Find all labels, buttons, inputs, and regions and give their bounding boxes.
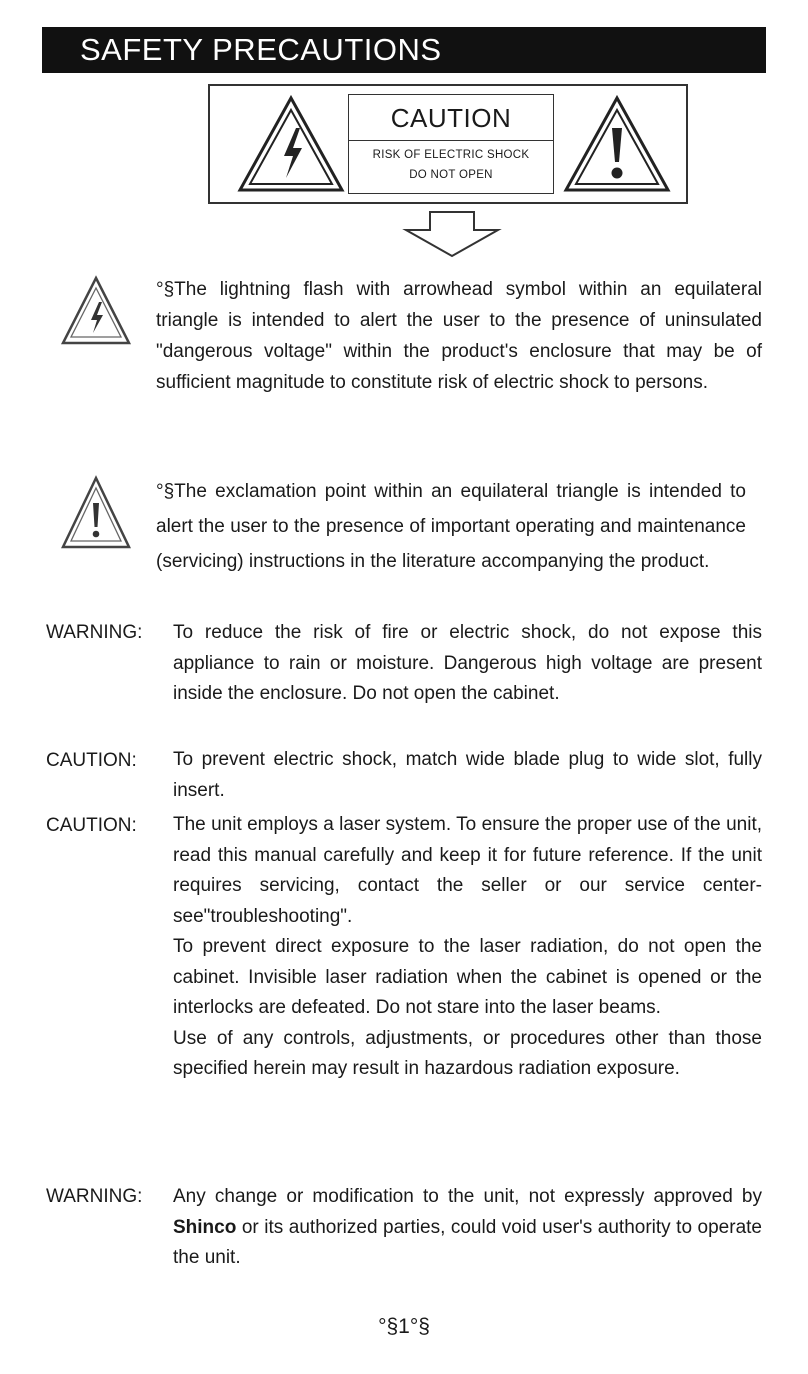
exclamation-symbol-description: °§The exclamation point within an equilateral triangle is intended to alert the user to the presence of important operating and maintenance (servicing) instructions in the literature accompanying the product. — [156, 481, 746, 572]
page-number: °§1°§ — [378, 1315, 430, 1338]
caution-heading: CAUTION — [390, 103, 512, 133]
laser-caution-text — [173, 810, 762, 1085]
warning-text-before: Any change or modification to the unit, not expressly approved by — [173, 1186, 762, 1207]
paragraph: To reduce the risk of fire or electric shock, do not expose this appliance to rain or moisture. Dangerous high voltage are present inside the enclosure. Do not open the cabinet. — [173, 622, 762, 704]
title-bar — [42, 27, 766, 73]
warning-label: WARNING: — [46, 1186, 143, 1207]
page-title: SAFETY PRECAUTIONS — [80, 32, 442, 67]
divider — [349, 140, 553, 141]
paragraph — [173, 1182, 762, 1274]
caution-text — [173, 745, 762, 806]
modification-warning-text — [173, 1182, 762, 1274]
lightning-triangle-icon — [60, 275, 132, 347]
caution-label-box — [348, 94, 554, 194]
warning-text — [173, 618, 762, 710]
caution-banner — [208, 84, 688, 204]
lightning-symbol-description: °§The lightning flash with arrowhead symbol within an equilateral triangle is intended to alert the user to the presence of uninsulated "dangerous voltage" within the product's enclosure that may be of sufficient magnitude to constitute risk of electric shock to persons. — [156, 279, 762, 393]
caution-line-1: RISK OF ELECTRIC SHOCK — [372, 149, 530, 161]
exclamation-triangle-icon — [60, 475, 132, 551]
paragraph: Use of any controls, adjustments, or procedures other than those specified herein may result in hazardous radiation exposure. — [173, 1027, 762, 1079]
paragraph: To prevent direct exposure to the laser radiation, do not open the cabinet. Invisible laser radiation when the cabinet is opened or the interlocks are defeated. Do not stare into the laser beams. — [173, 936, 762, 1018]
caution-line-2: DO NOT OPEN — [409, 169, 493, 181]
warning-label: WARNING: — [46, 622, 143, 643]
warning-text-after: or its authorized parties, could void user's authority to operate the unit. — [173, 1216, 762, 1268]
paragraph: The unit employs a laser system. To ensure the proper use of the unit, read this manual carefully and keep it for future reference. If the unit requires servicing, contact the seller or our service center-see"troubleshooting". — [173, 814, 762, 927]
brand-name: Shinco — [173, 1216, 237, 1238]
down-arrow-icon — [402, 210, 502, 260]
caution-label: CAUTION: — [46, 815, 137, 836]
caution-label: CAUTION: — [46, 750, 137, 771]
lightning-triangle-icon — [236, 94, 346, 194]
paragraph: To prevent electric shock, match wide blade plug to wide slot, fully insert. — [173, 749, 762, 801]
exclamation-triangle-icon — [562, 94, 672, 194]
